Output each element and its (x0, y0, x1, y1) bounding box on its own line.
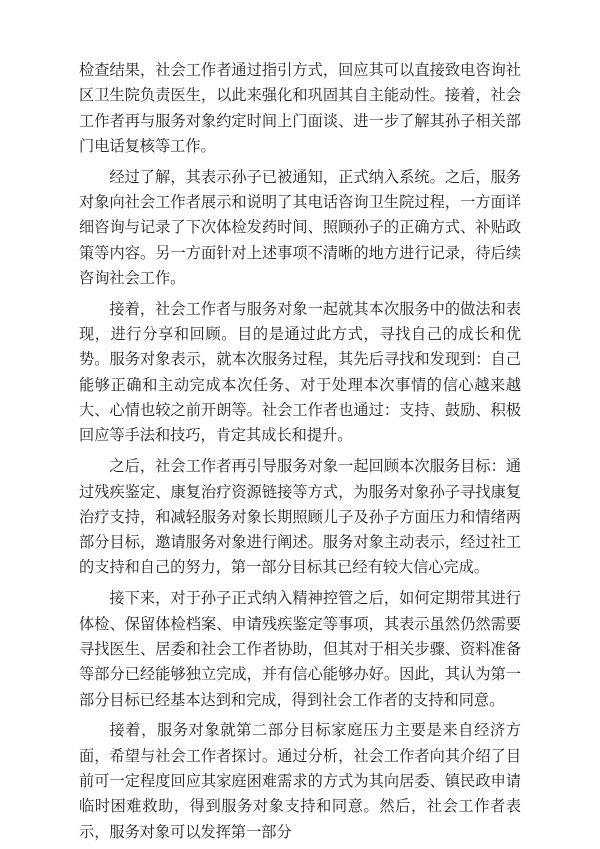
paragraph-5: 接下来，对于孙子正式纳入精神控管之后，如何定期带其进行体检、保留体检档案、申请残疾鉴定等事项，其表示虽然仍然需要寻找医生、居委和社会工作者协助，但其对于相关步骤、资料准备等部分已经能够独立完成，并有信心能够办好。因此，其认为第一部分目标已经基本达到和完成，得到社会工作者的支持和同意。 (79, 589, 521, 709)
paragraph-2: 经过了解，其表示孙子已被通知，正式纳入系统。之后，服务对象向社会工作者展示和说明了其电话咨询卫生院过程，一方面详细咨询与记录了下次体检发药时间、照顾孙子的正确方式、补贴政策等内容。另一方面针对上述事项不清晰的地方进行记录，待后续咨询社会工作。 (79, 167, 521, 287)
paragraph-3: 接着，社会工作者与服务对象一起就其本次服务中的做法和表现，进行分享和回顾。目的是通过此方式，寻找自己的成长和优势。服务对象表示，就本次服务过程，其先后寻找和发现到：自己能够正确和主动完成本次任务、对于处理本次事情的信心越来越大、心情也较之前开朗等。社会工作者也通过：支持、鼓励、积极回应等手法和技巧，肯定其成长和提升。 (79, 299, 521, 445)
paragraph-4: 之后，社会工作者再引导服务对象一起回顾本次服务目标：通过残疾鉴定、康复治疗资源链接等方式，为服务对象孙子寻找康复治疗支持，和减轻服务对象长期照顾儿子及孙子方面压力和情绪两部分目标，邀请服务对象进行阐述。服务对象主动表示，经过社工的支持和自己的努力，第一部分目标其已经有较大信心完成。 (79, 457, 521, 577)
document-page (79, 58, 521, 845)
paragraph-6: 接着，服务对象就第二部分目标家庭压力主要是来自经济方面，希望与社会工作者探讨。通过分析，社会工作者向其介绍了目前可一定程度回应其家庭困难需求的方式为其向居委、镇民政申请临时困难救助，得到服务对象支持和同意。然后，社会工作者表示，服务对象可以发挥第一部分 (79, 721, 521, 841)
paragraph-1: 检查结果，社会工作者通过指引方式，回应其可以直接致电咨询社区卫生院负责医生，以此来强化和巩固其自主能动性。接着，社会工作者再与服务对象约定时间上门面谈、进一步了解其孙子相关部门电话复核等工作。 (79, 61, 521, 155)
